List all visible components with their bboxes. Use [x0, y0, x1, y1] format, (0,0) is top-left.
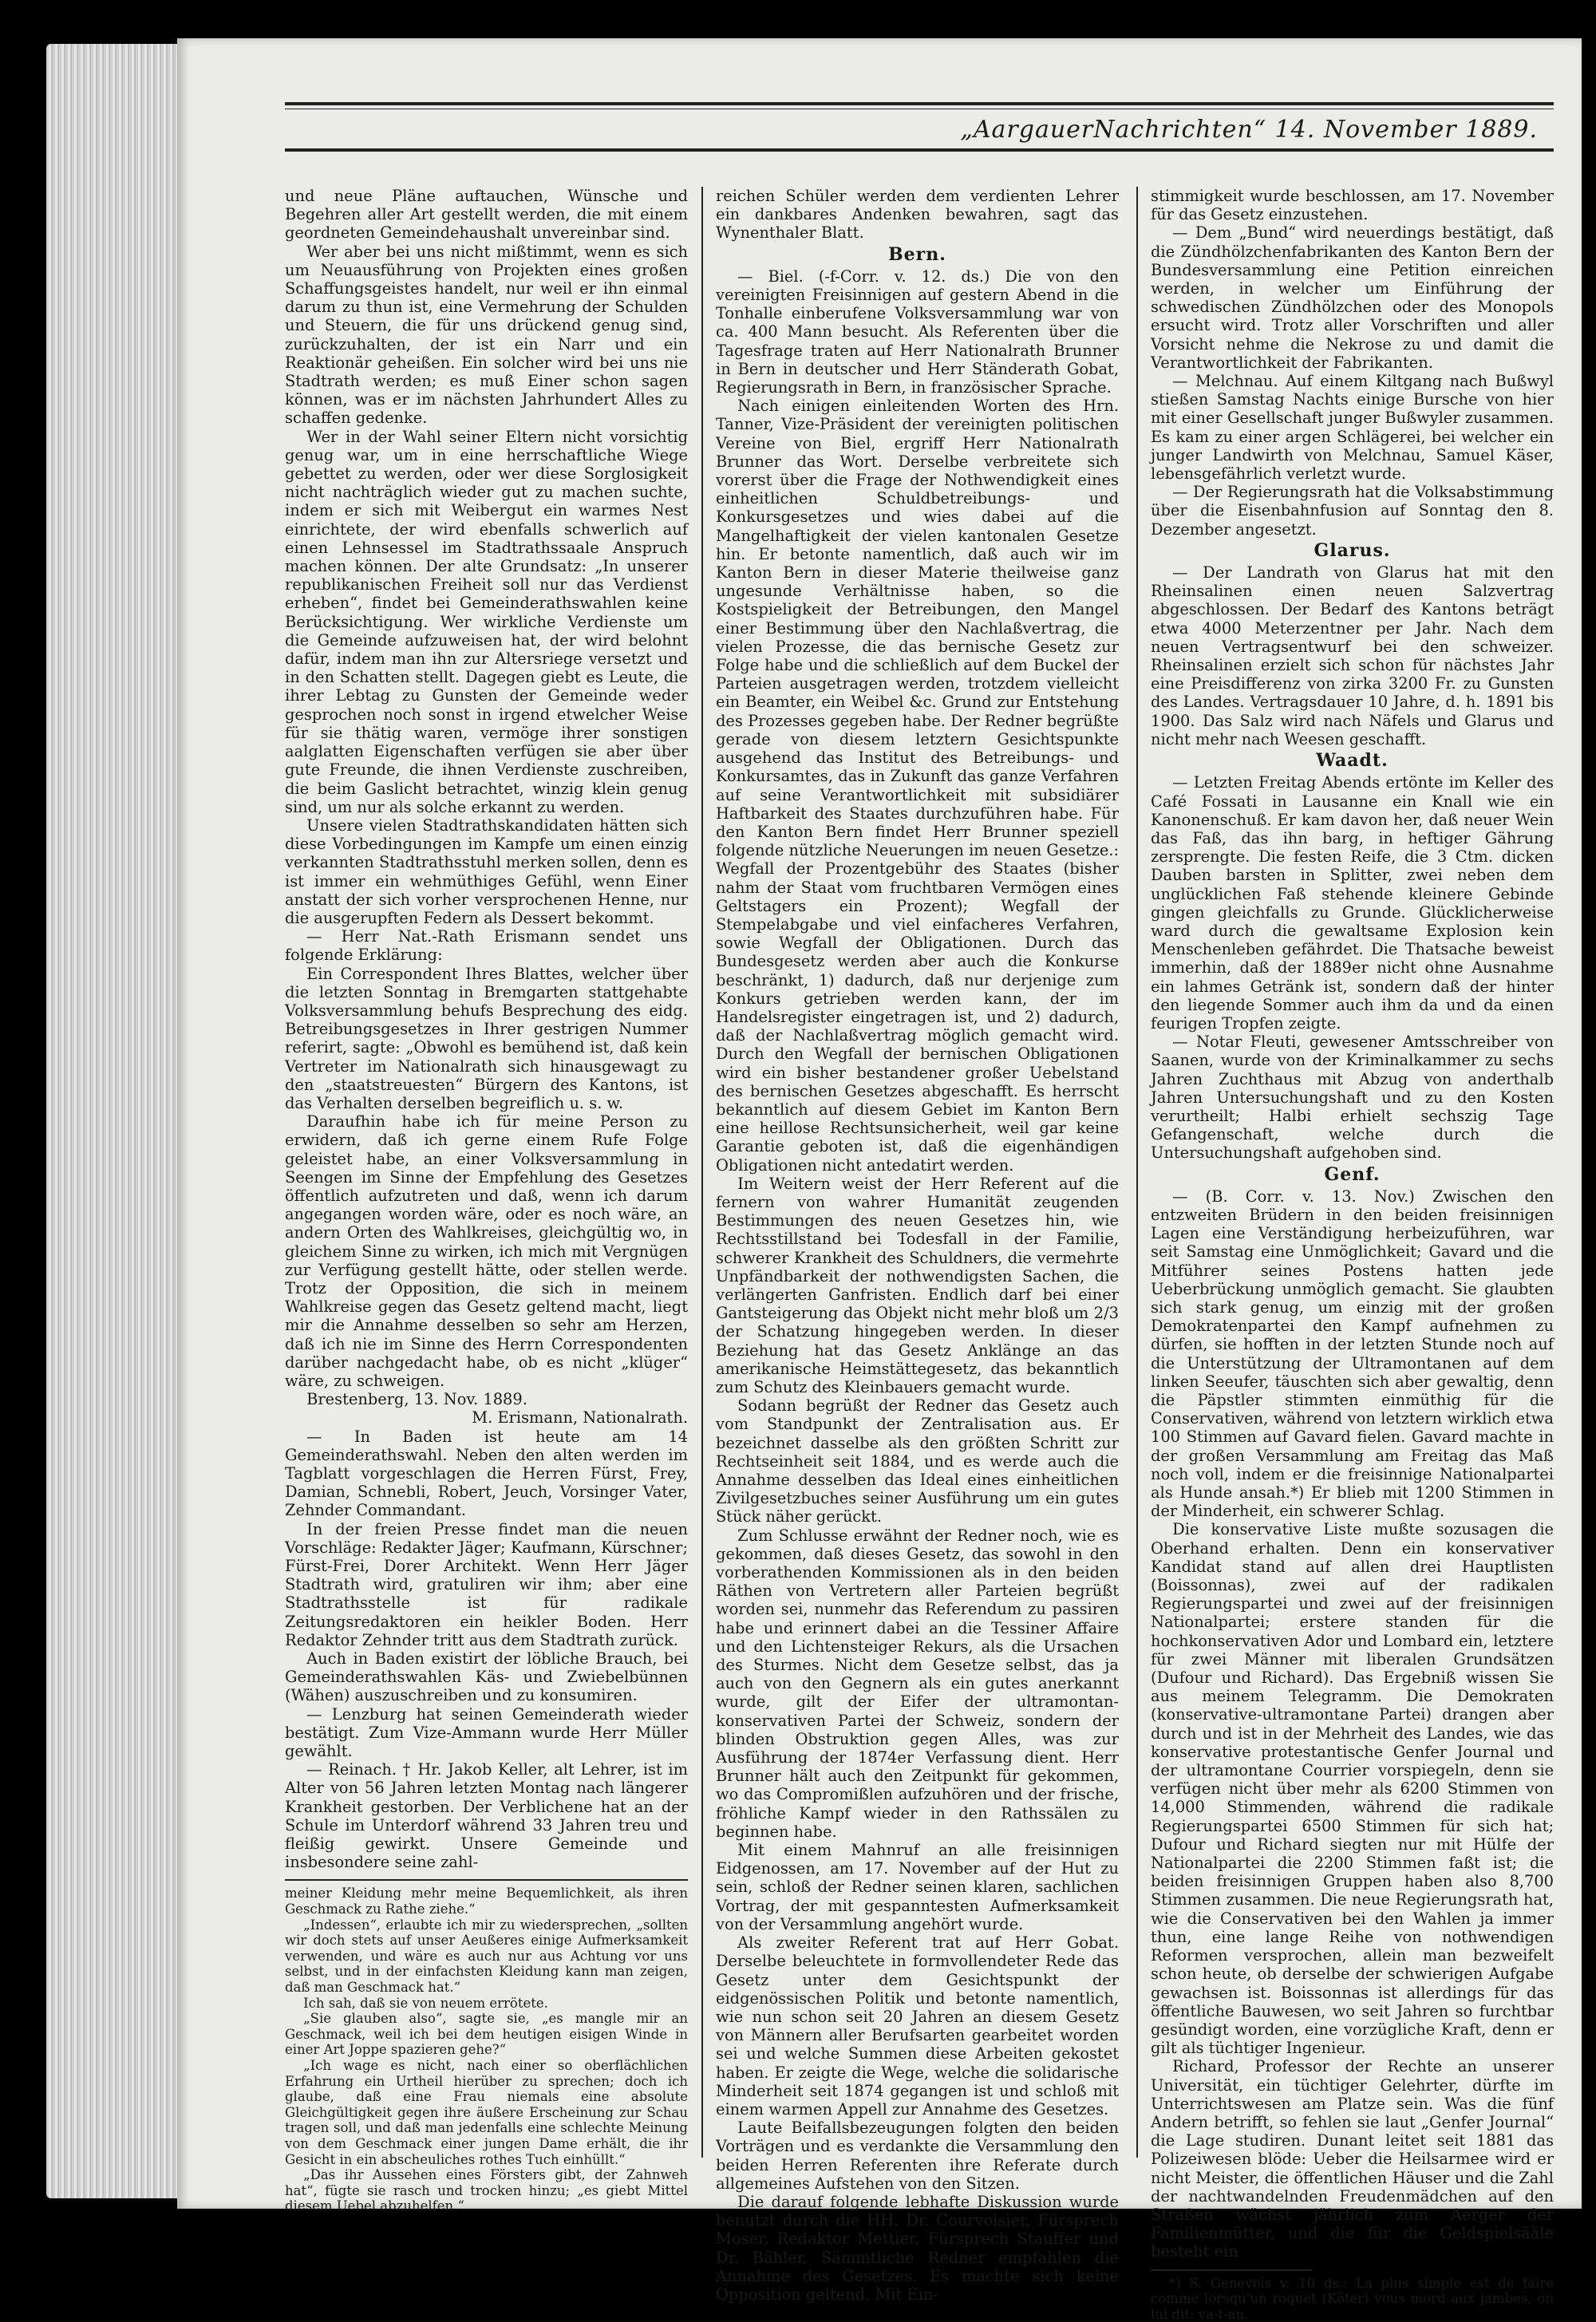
feuilleton-paragraph: meiner Kleidung mehr meine Bequemlichkeit, als ihren Geschmack zu Rathe ziehe.“ [285, 1886, 688, 1917]
section-heading-bern: Bern. [888, 243, 946, 265]
paragraph: Wer aber bei uns nicht mißtimmt, wenn es sich um Neuausführung von Projekten eines großen Schaffungsgeistes handelt, nur weil er ihn einmal darum zu thun ist, eine Vermehrung der Schulden und Steuern, die für uns drückend genug sind, zurückzuhalten, der ist ein Narr und ein Reaktionär geheißen. Ein solcher wird bei uns nie Stadtrath werden; es muß Einer schon sagen können, was er im nächsten Jahrhundert Alles zu schaffen gedenke. [285, 242, 688, 428]
column-divider [701, 187, 703, 2158]
paragraph: — Der Regierungsrath hat die Volksabstimmung über die Eisenbahnfusion auf Sonntag den 8. Dezember angesetzt. [1151, 483, 1554, 539]
paragraph: — Melchnau. Auf einem Kiltgang nach Bußwyl stießen Samstag Nachts einige Bursche von hier mit einer Gesellschaft junger Bußwyler zusammen. Es kam zu einer argen Schlägerei, bei welcher ein junger Landwirth von Melchnau, Samuel Käser, lebensgefährlich verletzt wurde. [1151, 372, 1554, 484]
paragraph: — Herr Nat.-Rath Erismann sendet uns folgende Erklärung: [285, 927, 688, 965]
paragraph: — Letzten Freitag Abends ertönte im Keller des Café Fossati in Lausanne ein Knall wie ein Kanonenschuß. Er kam davon her, daß neuer Wein das Faß, das ihn barg, in heftiger Gährung zersprengte. Die festen Reife, die 3 Ctm. dicken Dauben barsten in Splitter, zwei neben dem unglücklichen Faß stehende kleinere Gebinde gingen gleichfalls zu Grunde. Glücklicherweise ward durch die gewaltsame Explosion kein Menschenleben gefährdet. Die Thatsache beweist immerhin, daß der 1889er nicht ohne Ausnahme ein lahmes Getränk ist, sondern daß der hinter den liegende Sommer auch ihm da und da einen feurigen Tropfen zeigte. [1151, 773, 1554, 1033]
column-1 [285, 187, 688, 2214]
feuilleton-paragraph: „Indessen“, erlaubte ich mir zu wiedersprechen, „sollten wir doch stets auf unser Aeußeres einige Aufmerksamkeit verwenden, und wäre es auch nur aus Achtung vor uns selbst, und in der einfachsten Kleidung kann man zeigen, daß man Geschmack hat.“ [285, 1917, 688, 1996]
header-rule-top [285, 102, 1554, 105]
paragraph: — Lenzburg hat seinen Gemeinderath wieder bestätigt. Zum Vize-Ammann wurde Herr Müller gewählt. [285, 1704, 688, 1761]
paragraph: Richard, Professor der Rechte an unserer Universität, ein tüchtiger Gelehrter, dürfte im Unterrichtswesen am Platze sein. Was die fünf Andern betrifft, so fehlen sie laut „Genfer Journal“ die Lage studiren. Dunant leitet seit 1881 das Polizeiwesen blöde: Ueber die Heilsarmee wird er nicht Meister, die öffentlichen Häuser und die Zahl der nachtwandelnden Freudenmädchen auf den Straßen wächst jährlich zum Aerger der Familienmütter, und die für die Geldspielsääle besteht ein [1151, 2057, 1554, 2261]
header-rule-bottom [285, 148, 1554, 152]
feuilleton-paragraph: „Das ihr Aussehen eines Försters gibt, der Zahnweh hat“, fügte sie rasch und trocken hinzu; „es giebt Mittel diesem Uebel abzuhelfen.“ [285, 2167, 688, 2214]
dateline: Brestenberg, 13. Nov. 1889. [306, 1390, 527, 1409]
paragraph: und neue Pläne auftauchen, Wünsche und Begehren aller Art gestellt werden, die mit einem geordneten Gemeindehaushalt unvereinbar sind. [285, 187, 688, 243]
column-3 [1151, 187, 1554, 2322]
paragraph: Wer in der Wahl seiner Eltern nicht vorsichtig genug war, um in eine herrschaftliche Wiege gebettet zu werden, oder wer diese Sorglosigkeit nicht nachträglich wieder gut zu machen suchte, indem er sich mit Weibergut ein warmes Nest einrichtete, der wird ebenfalls schwerlich auf einen Lehnsessel im Stadtrathssaale Anspruch machen können. Der alte Grundsatz: „In unserer republikanischen Freiheit soll nur das Verdienst erheben“, findet bei Gemeinderathswahlen keine Berücksichtigung. Wer wirkliche Verdienste um die Gemeinde aufzuweisen hat, der wird belohnt dafür, indem man ihn zur Altersriege versetzt und in den Schatten stellt. Dagegen giebt es Leute, die ihrer Lebtag zu Gunsten der Gemeinde weder gesprochen noch sonst in irgend etwelcher Weise für sie thätig waren, vermöge ihrer sonstigen aalglatten Eigenschaften verfügen sie aber über gute Freunde, die ihnen Verdienste zuschreiben, die beim Gaslicht betrachtet, winzig klein genug sind, um nur als solche erkannt zu werden. [285, 427, 688, 816]
paragraph: Die darauf folgende lebhafte Diskussion wurde benutzt durch die HH. Dr. Courvoisier, Fürsprech Moser, Redaktor Mettier, Fürsprech Stauffer und Dr. Bähler. Sämmtliche Redner empfahlen die Annahme des Gesetzes. Es machte sich keine Opposition geltend. Mit Ein- [716, 2192, 1119, 2304]
column-divider [1136, 187, 1138, 2158]
section-heading-glarus: Glarus. [1314, 539, 1391, 561]
paragraph: Die konservative Liste mußte sozusagen die Oberhand erhalten. Denn ein konservativer Kandidat stand auf allen drei Hauptlisten (Boissonnas), zwei auf der radikalen Regierungspartei und zwei auf der freisinnigen Nationalpartei; erstere standen für die hochkonservativen Ador und Lombard ein, letztere für zwei Männer mit liberalen Grundsätzen (Dufour und Richard). Das Ergebniß wissen Sie aus meinem Telegramm. Die Demokraten (konservative-ultramontane Partei) drangen aber durch und ist in der Mehrheit des Landes, wie das konservative protestantische Genfer Journal und der ultramontane Courrier vorspiegeln, denn sie verfügen nicht über mehr als 6200 Stimmen von 14,000 Stimmenden, während die radikale Regierungspartei 6500 Stimmen für sich hat; Dufour und Richard siegten nur mit Hülfe der Nationalpartei die 2200 Stimmen faßt ist; die beiden freisinnigen Gruppen haben also 8,700 Stimmen zusammen. Die neue Regierungsrath hat, wie die Conservativen bei den Wahlen ja immer thun, eine lange Reihe von nothwendigen Reformen versprochen, allein man bezweifelt schon heute, ob derselbe der schwierigen Aufgabe gewachsen ist. Boissonnas ist allerdings für das öffentliche Bauwesen, wo seit Jahren so furchtbar gesündigt worden, eine vorzügliche Kraft, denn er gilt als tüchtiger Ingenieur. [1151, 1520, 1554, 2058]
paragraph: — In Baden ist heute am 14 Gemeinderathswahl. Neben den alten werden im Tagblatt vorgeschlagen die Herren Fürst, Frey, Damian, Schnebli, Robert, Jeuch, Vorsinger Vater, Zehnder Commandant. [285, 1427, 688, 1520]
paragraph: — Reinach. † Hr. Jakob Keller, alt Lehrer, ist im Alter von 56 Jahren letzten Montag nach längerer Krankheit gestorben. Der Verblichene hat an der Schule im Unterdorf während 33 Jahren treu und fleißig gewirkt. Unsere Gemeinde und insbesondere seine zahl- [285, 1760, 688, 1872]
feuilleton-paragraph: Ich sah, daß sie von neuem errötete. [303, 1995, 548, 2011]
paragraph: Ein Correspondent Ihres Blattes, welcher über die letzten Sonntag in Bremgarten stattgehabte Volksversammlung behufs Besprechung des eidg. Betreibungsgesetzes in Ihrer gestrigen Nummer referirt, sagte: „Obwohl es bemühend ist, daß kein Vertreter im Nationalrath sich hinausgewagt zu den „staatstreuesten“ Bürgern des Kantons, ist das Verhalten derselben begreiflich u. s. w. [285, 964, 688, 1112]
paragraph: Auch in Baden existirt der löbliche Brauch, bei Gemeinderathswahlen Käs- und Zwiebelbünnen (Wähen) auszuschreiben und zu konsumiren. [285, 1649, 688, 1705]
paragraph: — (B. Corr. v. 13. Nov.) Zwischen den entzweiten Brüdern in den beiden freisinnigen Lagen eine Verständigung herbeizuführen, war seit Samstag eine Unmöglichkeit; Gavard und die Mitführer seines Postens hatten jede Ueberbrückung unmöglich gemacht. Sie glaubten sich stark genug, um einzig mit der großen Demokratenpartei den Kampf aufnehmen zu dürfen, sie hofften in der letzten Stunde noch auf die Unterstützung der Ultramontanen auf dem linken Seeufer, täuschten sich aber gewaltig, denn die Päpstler stimmten einmüthig für die Conservativen, während von letztern wirklich etwa 100 Stimmen auf Gavard fielen. Gavard machte in der großen Versammlung am Freitag das Maß noch voll, indem er die freisinnige Nationalpartei als Hunde ansah.*) Er blieb mit 1200 Stimmen in der Minderheit, ein schwerer Schlag. [1151, 1187, 1554, 1521]
feuilleton-paragraph: „Ich wage es nicht, nach einer so oberflächlichen Erfahrung ein Urtheil hierüber zu sprechen; doch ich glaube, daß eine Frau niemals eine absolute Gleichgültigkeit gegen ihre äußere Erscheinung zur Schau tragen soll, und daß man jedenfalls eine schlechte Meinung von dem Geschmack einer jungen Dame erhält, die ihr Gesicht in ein abscheuliches rothes Tuch einhüllt.“ [285, 2058, 688, 2167]
book-page-edges [46, 44, 184, 2198]
feuilleton-rule [285, 1879, 688, 1881]
paragraph: — Biel. (-f-Corr. v. 12. ds.) Die von den vereinigten Freisinnigen auf gestern Abend in die Tonhalle einberufene Volksversammlung war von ca. 400 Mann besucht. Als Referenten über die Tagesfrage traten auf Herr Nationalrath Brunner in Bern in deutscher und Herr Ständerath Gobat, Regierungsrath in Bern, in französischer Sprache. [716, 267, 1119, 397]
paragraph: Laute Beifallsbezeugungen folgten den beiden Vorträgen und es verdankte die Versammlung den beiden Herren Referenten ihre Referate durch allgemeines Aufstehen von den Sitzen. [716, 2119, 1119, 2193]
newspaper-page [177, 38, 1582, 2322]
paragraph: stimmigkeit wurde beschlossen, am 17. November für das Gesetz einzustehen. [1151, 187, 1554, 224]
paragraph: Unsere vielen Stadtrathskandidaten hätten sich diese Vorbedingungen im Kampfe um einen einzig verkannten Stadtrathsstuhl merken sollen, denn es ist immer ein wehmüthiges Gefühl, wenn Einer anstatt der sich vorher versprochenen Henne, nur die ausgerupften Federn als Dessert bekommt. [285, 815, 688, 927]
signature: M. Erismann, Nationalrath. [472, 1408, 688, 1428]
section-heading-waadt: Waadt. [1316, 750, 1389, 772]
paragraph: Im Weitern weist der Herr Referent auf die fernern von wahrer Humanität zeugenden Bestimmungen des neuen Gesetzes hin, wie Rechtsstillstand bei Todesfall in der Familie, schwerer Krankheit des Schuldners, die vermehrte Unpfändbarkeit der nothwendigsten Sachen, die verlängerten Ganfristen. Endlich darf bei einer Gantsteigerung das Objekt nicht mehr bloß um 2/3 der Schatzung hingegeben werden. In dieser Beziehung hat das Gesetz Anklänge an das amerikanische Heimstättegesetz, das bekanntlich zum Schutz des Kleinbauers gemacht wurde. [716, 1174, 1119, 1396]
paragraph: — Dem „Bund“ wird neuerdings bestätigt, daß die Zündhölzchenfabrikanten des Kanton Bern der Bundesversammlung eine Petition einreichen werden, in welcher um Einführung der schwedischen Zündhölzchen oder des Monopols ersucht wird. Trotz aller Vorschriften und aller Vorsicht nehme die Nekrose zu und damit die Verantwortlichkeit der Fabrikanten. [1151, 223, 1554, 372]
paragraph: Mit einem Mahnruf an alle freisinnigen Eidgenossen, am 17. November auf der Hut zu sein, schloß der Redner seinen klaren, sachlichen Vortrag, der mit gespanntesten Aufmerksamkeit von der Versammlung angehört wurde. [716, 1841, 1119, 1933]
article-columns [285, 187, 1554, 2322]
section-heading-genf: Genf. [1324, 1163, 1381, 1185]
paragraph: Zum Schlusse erwähnt der Redner noch, wie es gekommen, daß dieses Gesetz, das sowohl in den vorberathenden Kommissionen als in den beiden Räthen von Vertretern aller Parteien begrüßt worden sei, nunmehr das Referendum zu passiren habe und erinnert dabei an die Tessiner Affaire und den Lichtensteiger Rekurs, als die Ursachen des Sturmes. Nicht dem Gesetze selbst, das ja auch von den Gegnern als ein gutes anerkannt wurde, gilt der Eifer der ultramontan-konservativen Partei der Schweiz, sondern der blinden Obstruktion gegen Alles, was zur Ausführung der 1874er Verfassung dient. Herr Brunner hält auch den Zeitpunkt für gekommen, wo das Compromißlen aufzuhören und der frische, fröhliche Kampf wieder in den Rathssälen zu beginnen habe. [716, 1526, 1119, 1841]
paragraph: — Notar Fleuti, gewesener Amtsschreiber von Saanen, wurde von der Kriminalkammer zu sechs Jahren Zuchthaus mit Abzug von anderthalb Jahren Untersuchungshaft und zu den Kosten verurtheilt; Halbi erhielt sechszig Tage Gefangenschaft, welche durch die Untersuchungshaft aufgehoben sind. [1151, 1033, 1554, 1163]
feuilleton-paragraph: „Sie glauben also“, sagte sie, „es mangle mir an Geschmack, weil ich bei dem heutigen eisigen Winde in einer Art Joppe spazieren gehe?“ [285, 2011, 688, 2058]
paragraph: — Der Landrath von Glarus hat mit den Rheinsalinen einen neuen Salzvertrag abgeschlossen. Der Bedarf des Kantons beträgt etwa 4000 Meterzentner per Jahr. Nach dem neuen Vertragsentwurf bei den schweizer. Rheinsalinen erzielt sich schon für nächstes Jahr eine Preisdifferenz von zirka 3200 Fr. zu Gunsten des Landes. Vertragsdauer 10 Jahre, d. h. 1891 bis 1900. Das Salz wird nach Näfels und Glarus und nicht mehr nach Weesen geschafft. [1151, 563, 1554, 748]
footnote-rule [1151, 2269, 1312, 2271]
paragraph: Als zweiter Referent trat auf Herr Gobat. Derselbe beleuchtete in formvollendeter Rede das Gesetz unter dem Gesichtspunkt der eidgenössischen Politik und betonte namentlich, wie nun schon seit 20 Jahren an diesem Gesetz von Männern aller Berufsarten gearbeitet worden sei und welche Summen diese Arbeiten gekostet haben. Er zeigte die Wege, welche die solidarische Minderheit seit 1874 gegangen ist und schloß mit einem warmen Appell zur Annahme des Gesetzes. [716, 1933, 1119, 2119]
paragraph: Sodann begrüßt der Redner das Gesetz auch vom Standpunkt der Zentralisation aus. Er bezeichnet dasselbe als den größten Schritt zur Rechtseinheit seit 1884, und es werde auch die Annahme desselben das Ideal eines einheitlichen Zivilgesetzbuches seiner Ausführung um ein gutes Stück näher gerückt. [716, 1396, 1119, 1526]
paragraph: reichen Schüler werden dem verdienten Lehrer ein dankbares Andenken bewahren, sagt das Wynenthaler Blatt. [716, 187, 1119, 243]
paragraph: In der freien Presse findet man die neuen Vorschläge: Redakter Jäger; Kaufmann, Kürschner; Fürst-Frei, Dorer Architekt. Wenn Herr Jäger Stadtrath wird, gratuliren wir ihm; aber eine Stadtrathsstelle ist für radikale Zeitungsredaktoren ein heikler Boden. Herr Redaktor Zehnder tritt aus dem Stadtrath zurück. [285, 1519, 688, 1649]
footnote: *) S. Genevois v. 10 ds.: La plus simple est de faire comme lorsqu'un roquet (Köter) vous mord aux jambes, on lui dit: va-t-an. [1151, 2275, 1554, 2322]
page-title: „AargauerNachrichten“ 14. November 1889. [960, 116, 1538, 144]
paragraph: Daraufhin habe ich für meine Person zu erwidern, daß ich gerne einem Rufe Folge geleistet habe, an einer Volksversammlung in Seengen im Sinne der Empfehlung des Gesetzes öffentlich aufzutreten und daß, wenn ich darum angegangen worden wäre, oder es noch wäre, an andern Orten des Wahlkreises, gleichgültig wo, in gleichem Sinne zu wirken, ich mich mit Vergnügen zur Verfügung gestellt hätte, oder stellen werde. Trotz der Opposition, die sich in meinem Wahlkreise gegen das Gesetz geltend macht, liegt mir die Annahme desselben so sehr am Herzen, daß ich nie im Sinne des Herrn Correspondenten darüber nachgedacht habe, ob es nicht „klüger“ wäre, zu schweigen. [285, 1112, 688, 1390]
paragraph: Nach einigen einleitenden Worten des Hrn. Tanner, Vize-Präsident der vereinigten politischen Vereine von Biel, ergriff Herr Nationalrath Brunner das Wort. Derselbe verbreitete sich vorerst über die Frage der Nothwendigkeit eines einheitlichen Schuldbetreibungs- und Konkursgesetzes und wies dabei auf die Mangelhaftigkeit der vielen kantonalen Gesetze hin. Er betonte namentlich, daß auch wir im Kanton Bern in dieser Materie theilweise ganz ungesunde Verhältnisse haben, so die Kostspieligkeit der Betreibungen, den Mangel einer Bestimmung über den Nachlaßvertrag, die vielen Prozesse, die das bernische Gesetz zur Folge habe und die schließlich auf dem Buckel der Parteien ausgetragen werden, trotzdem vielleicht ein Beamter, ein Weibel &c. Grund zur Entstehung des Prozesses gegeben habe. Der Redner begrüßte gerade von diesem letztern Gesichtspunkte ausgehend das Institut des Betreibungs- und Konkursamtes, das in Zukunft das ganze Verfahren auf seine Verantwortlichkeit mit subsidiärer Haftbarkeit des Staates durchzuführen habe. Für den Kanton Bern findet Herr Brunner speziell folgende nützliche Neuerungen im neuen Gesetze.: Wegfall der Prozentgebühr des Staates (bisher nahm der Staat vom fruchtbaren Vermögen eines Geltstagers ein Prozent); Wegfall der Stempelabgabe und viel einfacheres Verfahren, sowie Wegfall der Obligationen. Durch das Bundesgesetz werden aber auch die Konkurse beschränkt, 1) dadurch, daß nur derjenige zum Konkurs getrieben werden kann, der im Handelsregister eingetragen ist, und 2) dadurch, daß der Nachlaßvertrag möglich gemacht wird. Durch den Wegfall der bernischen Obligationen wird ein bisher bestandener großer Uebelstand des bernischen Gesetzes abgeschafft. Es herrscht bekanntlich auf diesem Gebiet im Kanton Bern eine heillose Rechtsunsicherheit, weil gar keine Garantie geboten ist, daß die eigenhändigen Obligationen nicht antedatirt werden. [716, 397, 1119, 1175]
column-2 [716, 187, 1119, 2304]
page-header [285, 102, 1554, 152]
feuilleton [285, 1886, 688, 2213]
